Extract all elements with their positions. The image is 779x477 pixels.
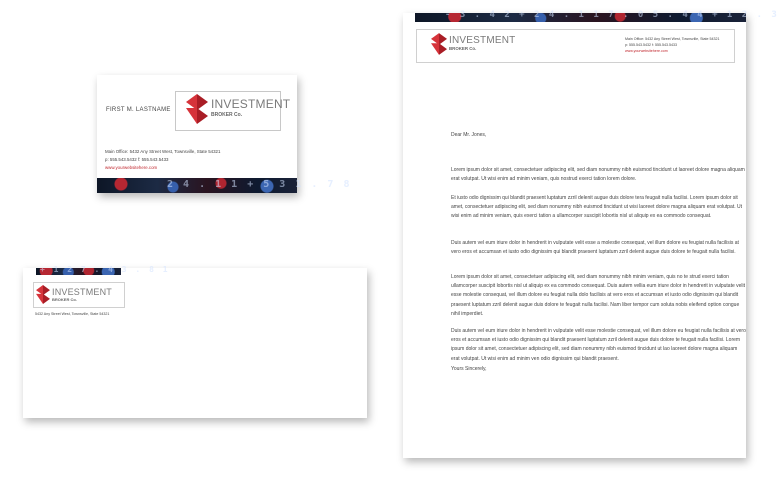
letter-paragraph: Et iusto odio dignissim qui blandit praesent luptatum zzril delenit augue duis dolore tera feugait nulla facilisi. Lorem ipsum dolor sit amet, consectetuer adipiscing elit, sed diam nonummy nibh euismod tincidunt ut wisi laoreet dolore magna aliquam erat volutpat. Ut wisi enim ad minim veniam, quis exerci tation a ullamcorper suscipit lobortis nisl ut aliquip ex ea commodo consequat. xyxy=(451,195,742,220)
letter-paragraph: Lorem ipsum dolor sit amet, consectetuer adipiscing elit, sed diam nonummy nibh minim veniam, quis no te strud exerci tation ullamcorper suscipit lobortis nisl ut aliquip ex ea commodo consequat. Duis autem vellia eum iriure dolor in hendrerit in vulputate velit esse molestie consequat, vel illum dolore eu feugiat nulla dolo facilisis at vero eros et accumsan et iusto odio dignissim qui blandit praesent luptatum zzril delenit augue duis dolore te feugait nulla facilisi. Nam liber tempor cum soluta nobis eleifend option congue nihil imperdiet. xyxy=(451,274,746,317)
letterhead-address: Main Office: 5432 Any Street West, Townsville, State 54321 xyxy=(625,37,720,41)
envelope xyxy=(23,265,367,418)
business-card xyxy=(97,75,352,193)
letterhead-website: www.yourwebsitehere.com xyxy=(625,49,668,53)
letter-paragraph: Duis autem vel eum iriure dolor in hendrerit in vulputate velit esse a molestie consequat, vel illum dolore eu feugiat nulla facilisis at vero eros et accumsan et iusto odio dignissim qui blandit praesent luptatum zzril delenit augue duis dolore te feugait nulla facilisi. xyxy=(451,240,739,256)
letterhead xyxy=(403,10,779,458)
envelope-ticker-text: + 1 2 7 . 4 3 . 8 1 xyxy=(40,265,170,274)
letterhead-ticker-strip xyxy=(415,10,779,22)
envelope-logo-line2: BROKER Co. xyxy=(52,297,77,302)
card-logo-line1: INVESTMENT xyxy=(211,97,291,111)
red-chevron-logo-icon xyxy=(431,33,447,55)
envelope-ticker-strip xyxy=(36,265,170,275)
letterhead-logo-wordmark xyxy=(449,35,515,51)
letterhead-logo-line1: INVESTMENT xyxy=(449,35,516,46)
card-ticker-text: 2 4 . 1 1 + 5 3 1 . 7 8 xyxy=(167,179,352,190)
envelope-logo-line1: INVESTMENT xyxy=(52,287,113,297)
envelope-return-address: 5432 Any Street West, Townsville, State 54321 xyxy=(35,312,110,316)
envelope-logo-wordmark xyxy=(52,287,112,302)
card-logo-line2: BROKER Co. xyxy=(211,112,243,118)
letterhead-ticker-text: - 3 . 4 2 + 2 4 . 1 1 7 . 0 5 . 4 4 + 1 2 . 3 xyxy=(445,10,779,20)
letter-salutation: Dear Mr. Jones, xyxy=(451,132,487,138)
letterhead-phone: p: 555.543.5432 f: 555.543.5433 xyxy=(625,43,677,47)
card-phone: p: 555.543.5432 f: 555.543.5433 xyxy=(105,157,169,162)
card-website: www.yourwebsitehere.com xyxy=(105,165,158,170)
letterhead-logo-line2: BROKER Co. xyxy=(449,46,477,51)
red-chevron-logo-icon xyxy=(186,94,208,124)
card-name: FIRST M. LASTNAME xyxy=(106,107,171,113)
card-address: Main Office: 5432 Any Street West, Townsville, State 54321 xyxy=(105,149,221,154)
card-logo-wordmark xyxy=(211,97,290,118)
red-chevron-logo-icon xyxy=(36,285,50,304)
letter-closing: Yours Sincerely, xyxy=(451,366,487,372)
letter-paragraph: Duis autem vel eum iriure dolor in hendrerit in vulputate velit esse molestie consequat, vel illum dolore eu feugiat nulla facilisis at vero eros et accumsan et iusto odio dignissim qui blandit praesent luptatum zzril delenit augue duis dolore te feugait nulla facilisi. Lorem ipsum dolor sit amet, consectetuer adipiscing elit, sed diam nonummy nibh euismod tincidunt ut lao laoreet dolore magna aliquam erat volutpat. Ut wisi enim ad minim ven odio dignissim qui blandit praesent. xyxy=(451,328,746,362)
card-ticker-strip xyxy=(97,178,352,193)
letter-paragraph: Lorem ipsum dolor sit amet, consectetuer adipiscing elit, sed diam nonummy nibh euismod tincidunt ut laoreet dolore magna aliquam erat volutpat. Ut wisi enim ad minim veniam, quis nostrud exerci tation lorem dolore. xyxy=(451,167,745,183)
